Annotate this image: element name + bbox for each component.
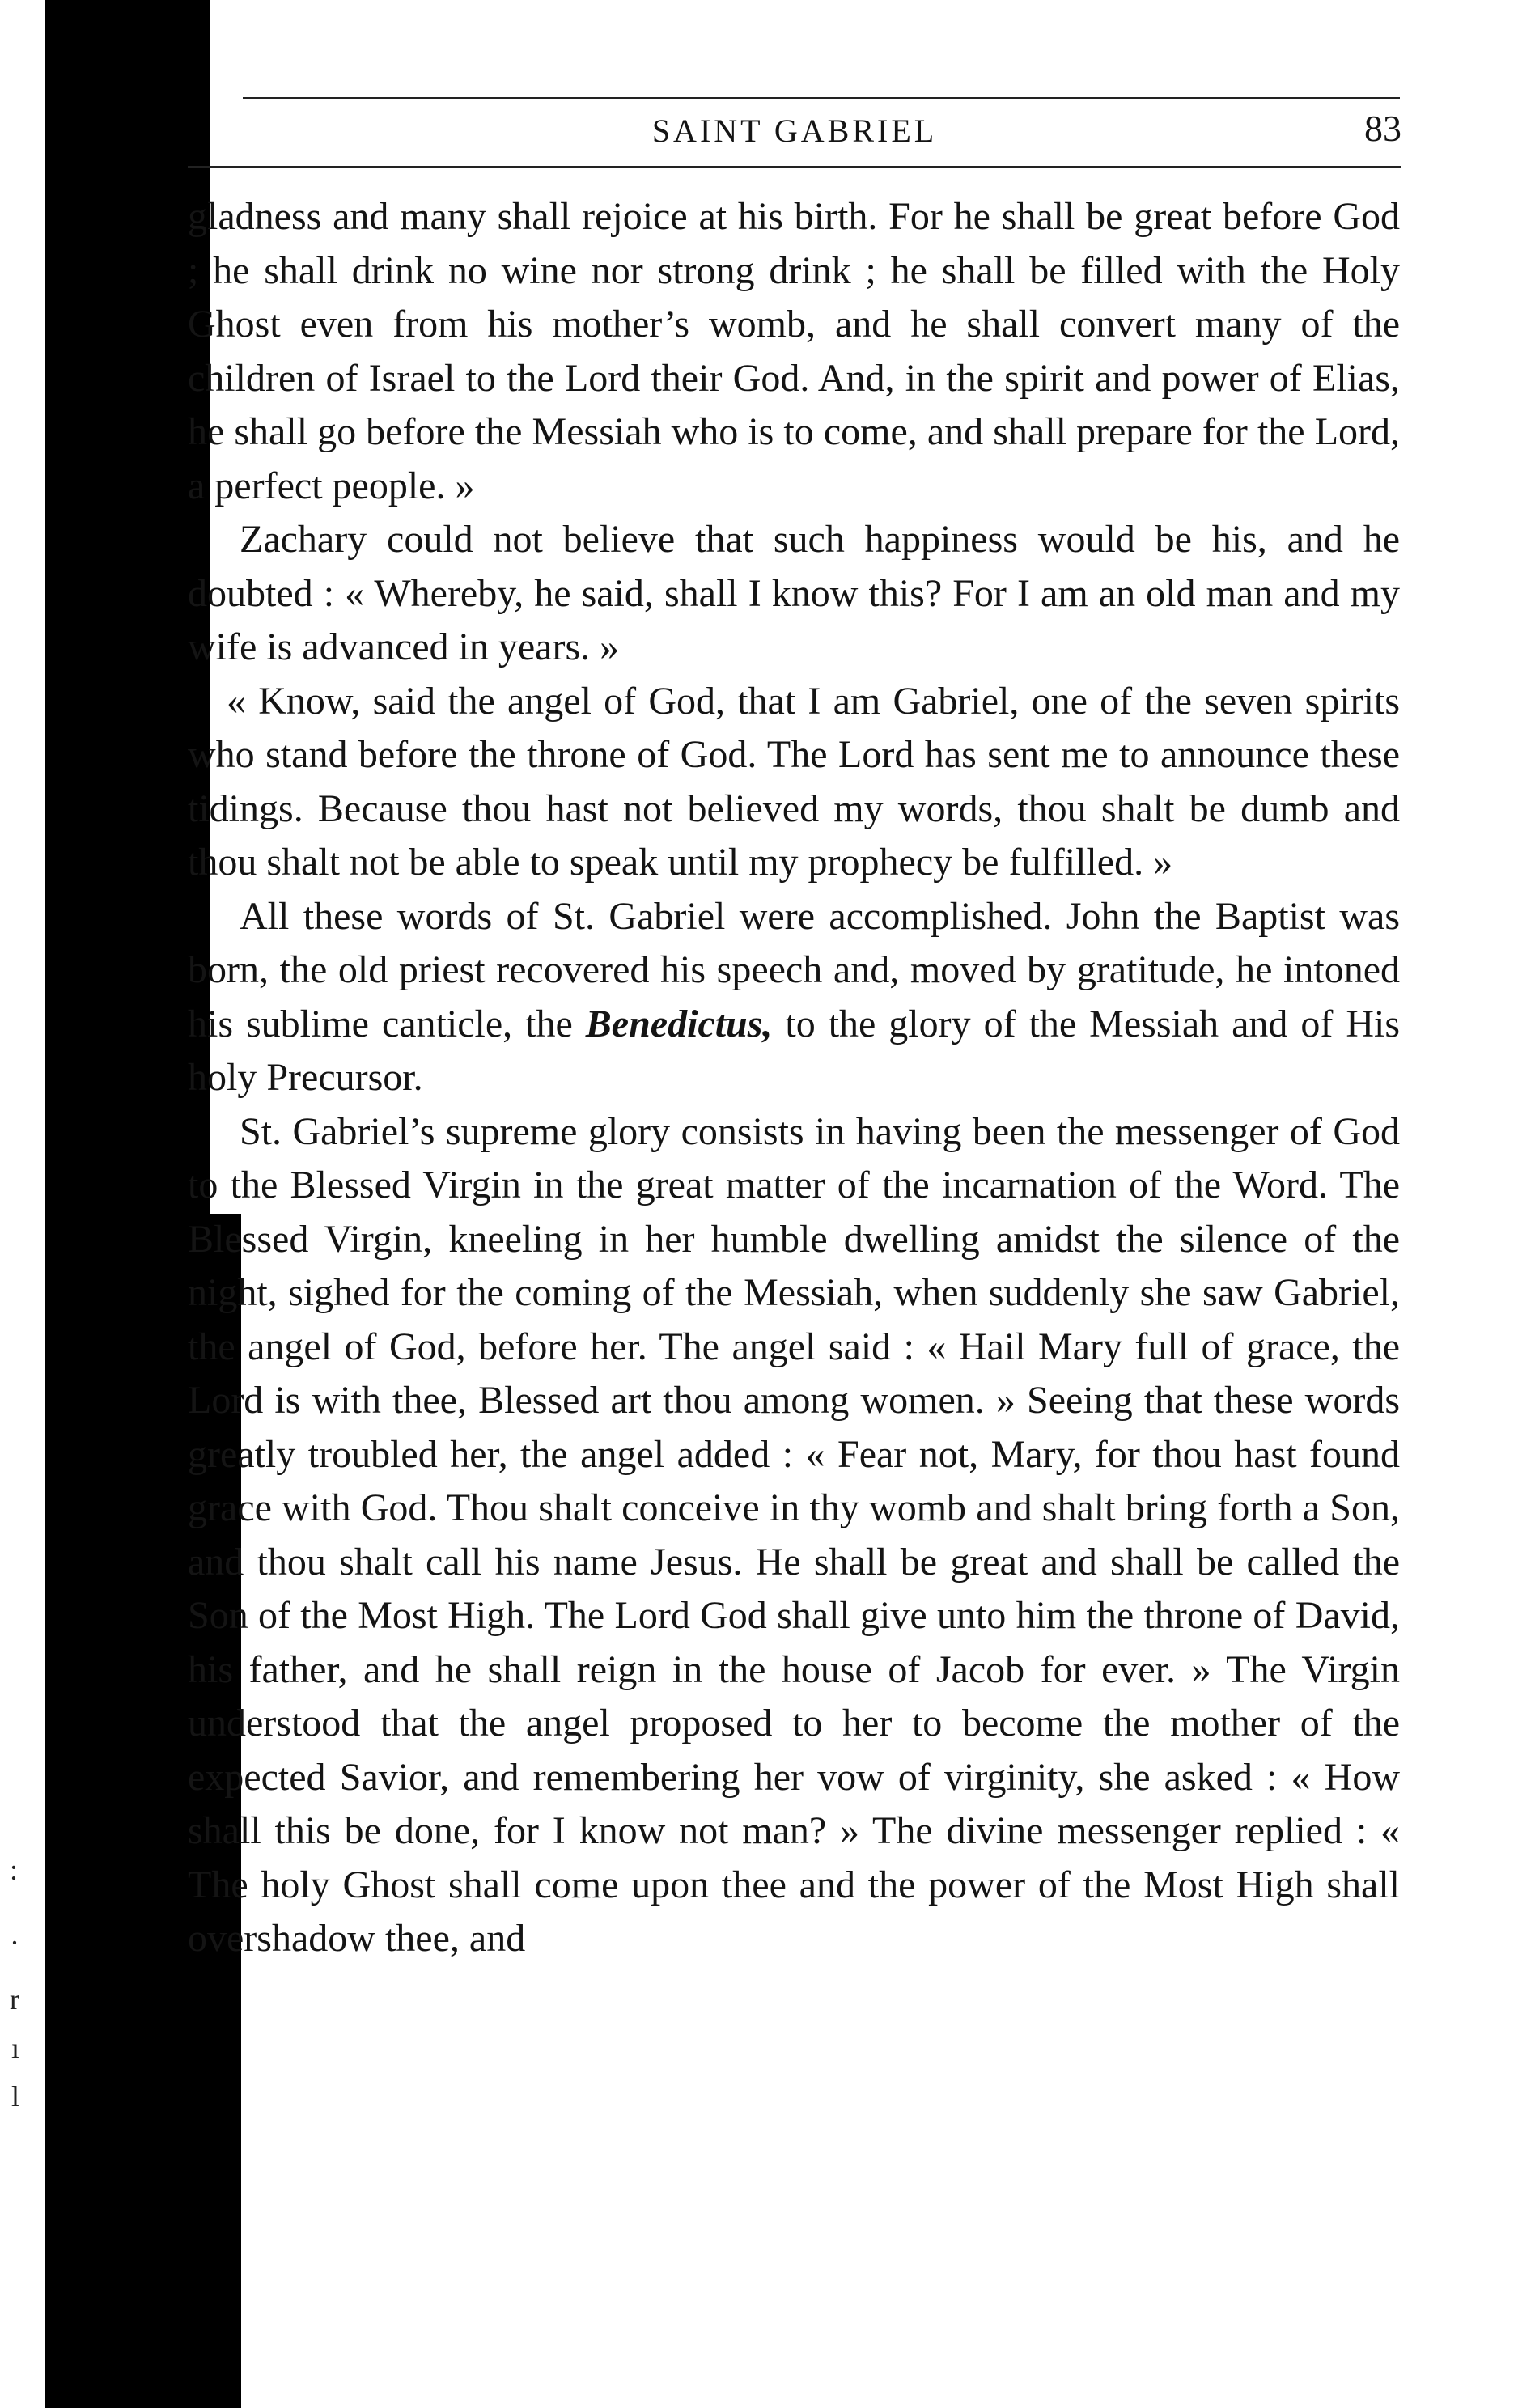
margin-speck: r — [10, 1983, 19, 2016]
margin-speck: ı — [11, 2032, 20, 2064]
paragraph: « Know, said the angel of God, that I am Gabriel, one of the seven spirits who stand before the throne of God. The Lord has sent me to announce these tidings. Because thou hast not believed my words, thou shalt be dumb and thou shalt not be able to speak until my prophecy be fulfilled. » — [188, 679, 1400, 884]
running-title: SAINT GABRIEL — [651, 112, 938, 149]
page-header — [188, 104, 1401, 160]
paragraph: Zachary could not believe that such happiness would be his, and he doubted : « Whereby, he said, shall I know this? For I am an old man and my wife is advanced in years. » — [188, 518, 1400, 668]
page-number: 83 — [1364, 108, 1401, 149]
margin-speck: l — [11, 2080, 20, 2113]
margin-speck: · — [10, 1927, 19, 1959]
canticle-title: Benedictus, — [585, 1002, 773, 1045]
paragraph — [188, 890, 1400, 1105]
paragraph-text: All these words of St. Gabriel were accomplished. John the Baptist was born, the old priest recovered his speech and, moved by gratitude, he intoned his sublime canticle, the — [188, 894, 1400, 1045]
paragraph: St. Gabriel’s supreme glory consists in having been the messenger of God to the Blessed Virgin in the great matter of the incarnation of the Word. The Blessed Virgin, kneeling in her humble dwelling amidst the silence of the night, sighed for the coming of the Messiah, when suddenly she saw Gabriel, the angel of God, before her. The angel said : « Hail Mary full of grace, the Lord is with thee, Blessed art thou among women. » Seeing that these words greatly troubled her, the angel added : « Fear not, Mary, for thou hast found grace with God. Thou shalt conceive in thy womb and shalt bring forth a Son, and thou shalt call his name Jesus. He shall be great and shall be called the Son of the Most High. The Lord God shall give unto him the throne of David, his father, and he shall reign in the house of Jacob for ever. » The Virgin understood that the angel proposed to her to become the mother of the expected Savior, and remembering her vow of virginity, she asked : « How shall this be done, for I know not man? » The divine messenger replied : « The holy Ghost shall come upon thee and the power of the Most High shall overshadow thee, and — [188, 1109, 1400, 1960]
paragraph: gladness and many shall rejoice at his birth. For he shall be great before God ; he shall drink no wine nor strong drink ; he shall be filled with the Holy Ghost even from his mother’s womb, and he shall convert many of the children of Israel to the Lord their God. And, in the spirit and power of Elias, he shall go before the Messiah who is to come, and shall prepare for the Lord, a perfect people. » — [188, 195, 1400, 507]
paragraph-text: to the glory of the Messiah and of His holy Precursor. — [188, 1002, 1401, 1099]
body-text — [188, 190, 1400, 1966]
header-top-rule — [243, 97, 1400, 99]
header-rule — [188, 166, 1401, 168]
margin-speck: : — [10, 1854, 19, 1886]
